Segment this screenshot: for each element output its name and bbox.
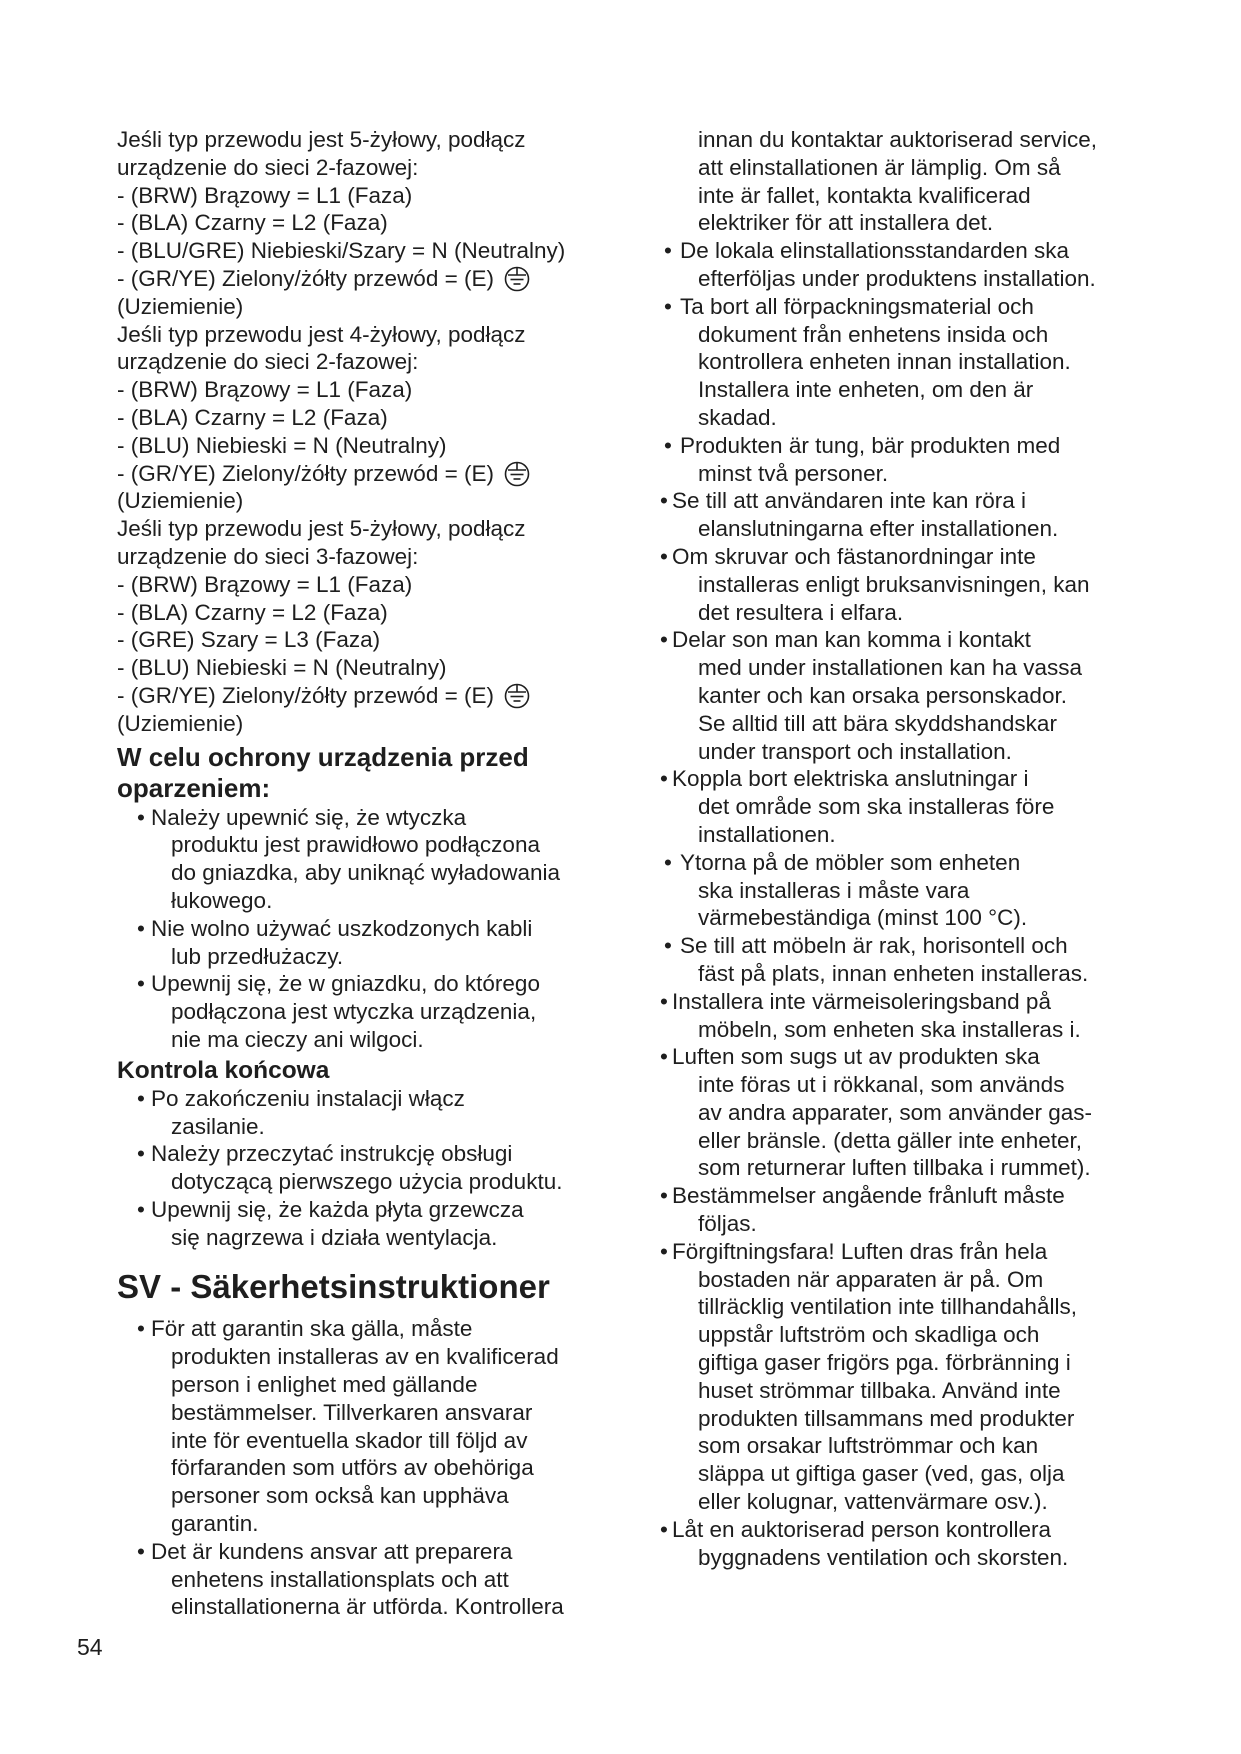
list-item (660, 988, 1140, 1044)
text-line: Om skruvar och fästanordningar inte (672, 543, 1036, 569)
bullet-icon: • (660, 766, 668, 792)
ground-symbol-icon (504, 266, 530, 292)
list-item (660, 1182, 1140, 1238)
text-line: - (BLU) Niebieski = N (Neutralny) (117, 432, 447, 458)
bullet-icon: • (664, 933, 672, 959)
text-line (117, 265, 637, 293)
text-line: Produkten är tung, bär produkten med (680, 432, 1061, 458)
text-line: Jeśli typ przewodu jest 5-żyłowy, podłącz (117, 516, 526, 542)
bullet-icon: • (137, 1196, 145, 1222)
text-line: garantin. (171, 1511, 259, 1537)
text-line: innan du kontaktar auktoriserad service, (698, 127, 1097, 152)
text-line: elektriker för att installera det. (698, 210, 994, 236)
continuation-paragraph (660, 126, 1140, 237)
text-line: Należy upewnić się, że wtyczka (151, 804, 467, 830)
list-item (117, 804, 637, 915)
text-line: - (BLU) Niebieski = N (Neutralny) (117, 655, 447, 681)
text-line: Ta bort all förpackningsmaterial och (680, 293, 1034, 319)
text-line: zasilanie. (171, 1113, 265, 1139)
text-line (117, 460, 637, 488)
list-item (117, 1538, 637, 1621)
text-line: - (GRE) Szary = L3 (Faza) (117, 627, 381, 653)
bullet-icon: • (660, 1238, 668, 1264)
text-line: produktu jest prawidłowo podłączona (171, 832, 540, 858)
text-line: Bestämmelser angående frånluft måste (672, 1183, 1065, 1209)
text-line: (Uziemienie) (117, 710, 244, 736)
text-line: Nie wolno używać uszkodzonych kabli (151, 915, 533, 941)
bullet-icon: • (664, 432, 672, 458)
text-line: minst två personer. (698, 460, 889, 486)
text-line: För att garantin ska gälla, måste (151, 1316, 473, 1342)
bullet-icon: • (664, 293, 672, 319)
final-check-list (117, 1085, 637, 1252)
text-line: Delar son man kan komma i kontakt (672, 627, 1031, 653)
bullet-icon: • (137, 971, 145, 997)
text-line: som returnerar luften tillbaka i rummet). (698, 1155, 1091, 1181)
text-line: Koppla bort elektriska anslutningar i (672, 766, 1029, 792)
ground-symbol-icon (504, 461, 530, 487)
list-item (660, 932, 1140, 988)
list-item (660, 487, 1140, 543)
text-line: Ytorna på de möbler som enheten (680, 849, 1021, 875)
list-item (660, 543, 1140, 626)
text-line: do gniazdka, aby uniknąć wyładowania (171, 860, 561, 886)
list-item (660, 1043, 1140, 1182)
bullet-icon: • (137, 804, 145, 830)
text-line: Należy przeczytać instrukcję obsługi (151, 1141, 513, 1167)
heading-line: oparzeniem: (117, 772, 271, 803)
list-item (117, 1196, 637, 1252)
list-item (117, 970, 637, 1053)
text-line: giftiga gaser frigörs pga. förbränning i (698, 1350, 1071, 1376)
list-item (660, 849, 1140, 932)
text-line: uppstår luftström och skadliga och (698, 1322, 1040, 1348)
text-line: personer som också kan upphäva (171, 1483, 509, 1509)
text-line: Jeśli typ przewodu jest 4-żyłowy, podłącz (117, 321, 526, 347)
text-line: värmebeständiga (minst 100 °C). (698, 905, 1028, 931)
text-line: efterföljas under produktens installation. (698, 265, 1096, 291)
bullet-icon: • (660, 543, 668, 569)
text-line: av andra apparater, som använder gas- (698, 1099, 1092, 1125)
bullet-icon: • (137, 1316, 145, 1342)
left-column (117, 126, 637, 1621)
text-line: inte för eventuella skador till följd av (171, 1427, 528, 1453)
page-number: 54 (77, 1634, 103, 1660)
text-line: släppa ut giftiga gaser (ved, gas, olja (698, 1461, 1065, 1487)
text-line: elinstallationerna är utförda. Kontrollera (171, 1594, 564, 1620)
bullet-icon: • (137, 1538, 145, 1564)
list-item (660, 432, 1140, 488)
wiring-instructions (117, 126, 637, 738)
text-line: nie ma cieczy ani wilgoci. (171, 1026, 424, 1052)
text-line: - (BLA) Czarny = L2 (Faza) (117, 404, 388, 430)
text-line: bestämmelser. Tillverkaren ansvarar (171, 1399, 533, 1425)
text-line: under transport och installation. (698, 738, 1012, 764)
text-span: - (GR/YE) Zielony/żółty przewód = (E) (117, 265, 494, 291)
text-line: ska installeras i måste vara (698, 877, 970, 903)
text-line: enhetens installationsplats och att (171, 1566, 509, 1592)
text-line: tillräcklig ventilation inte tillhandahålls, (698, 1294, 1077, 1320)
bullet-icon: • (664, 238, 672, 264)
text-line: (Uziemienie) (117, 488, 244, 514)
text-line: person i enlighet med gällande (171, 1372, 478, 1398)
text-line: Se alltid till att bära skyddshandskar (698, 710, 1057, 736)
list-item (117, 915, 637, 971)
text-line: Upewnij się, że każda płyta grzewcza (151, 1196, 524, 1222)
text-line: De lokala elinstallationsstandarden ska (680, 238, 1069, 264)
bullet-icon: • (660, 1044, 668, 1070)
text-line: med under installationen kan ha vassa (698, 655, 1082, 681)
text-line: Låt en auktoriserad person kontrollera (672, 1516, 1051, 1542)
text-line: - (BRW) Brązowy = L1 (Faza) (117, 571, 413, 597)
text-line: eller bränsle. (detta gäller inte enheter, (698, 1127, 1082, 1153)
text-line (117, 682, 637, 710)
list-item (117, 1140, 637, 1196)
text-line: Jeśli typ przewodu jest 5-żyłowy, podłącz (117, 127, 526, 152)
text-line: Installera inte enheten, om den är (698, 377, 1034, 403)
text-line: installationen. (698, 821, 836, 847)
text-line: - (BLA) Czarny = L2 (Faza) (117, 599, 388, 625)
text-line: installeras enligt bruksanvisningen, kan (698, 571, 1090, 597)
text-line: Det är kundens ansvar att preparera (151, 1538, 513, 1564)
list-item (660, 293, 1140, 432)
text-line: (Uziemienie) (117, 293, 244, 319)
list-item (660, 1516, 1140, 1572)
text-span: - (GR/YE) Zielony/żółty przewód = (E) (117, 460, 494, 486)
ground-symbol-icon (504, 683, 530, 709)
list-item (660, 237, 1140, 293)
text-line: Installera inte värmeisoleringsband på (672, 988, 1051, 1014)
final-check-heading: Kontrola końcowa (117, 1056, 330, 1084)
bullet-icon: • (664, 849, 672, 875)
text-line: att elinstallationen är lämplig. Om så (698, 154, 1061, 180)
bullet-icon: • (137, 1085, 145, 1111)
text-line: elanslutningarna efter installationen. (698, 516, 1059, 542)
text-line: skadad. (698, 404, 777, 430)
text-line: się nagrzewa i działa wentylacja. (171, 1224, 498, 1250)
text-line: Luften som sugs ut av produkten ska (672, 1044, 1040, 1070)
text-line: dokument från enhetens insida och (698, 321, 1049, 347)
bullet-icon: • (660, 627, 668, 653)
text-line: huset strömmar tillbaka. Använd inte (698, 1377, 1061, 1403)
text-line: bostaden när apparaten är på. Om (698, 1266, 1044, 1292)
bullet-icon: • (137, 915, 145, 941)
text-line: följas. (698, 1211, 757, 1237)
list-item (117, 1085, 637, 1141)
text-line: inte är fallet, kontakta kvalificerad (698, 182, 1031, 208)
sv-safety-list-continued (660, 237, 1140, 1571)
text-line: - (BRW) Brązowy = L1 (Faza) (117, 182, 413, 208)
text-line: förfaranden som utförs av obehöriga (171, 1455, 534, 1481)
text-line: det resultera i elfara. (698, 599, 904, 625)
burn-protection-list (117, 804, 637, 1054)
text-line: - (BLU/GRE) Niebieski/Szary = N (Neutralny) (117, 238, 566, 264)
text-line: produkten tillsammans med produkter (698, 1405, 1075, 1431)
text-line: möbeln, som enheten ska installeras i. (698, 1016, 1081, 1042)
bullet-icon: • (660, 488, 668, 514)
list-item (660, 626, 1140, 765)
burn-protection-heading (117, 742, 637, 804)
text-line: podłączona jest wtyczka urządzenia, (171, 999, 537, 1025)
text-span: - (GR/YE) Zielony/żółty przewód = (E) (117, 682, 494, 708)
text-line: fäst på plats, innan enheten installeras. (698, 960, 1089, 986)
bullet-icon: • (660, 1183, 668, 1209)
text-line: urządzenie do sieci 3-fazowej: (117, 543, 419, 569)
text-line: inte föras ut i rökkanal, som används (698, 1072, 1065, 1098)
sv-safety-list (117, 1315, 637, 1621)
text-line: dotyczącą pierwszego użycia produktu. (171, 1169, 563, 1195)
text-line: lub przedłużaczy. (171, 943, 344, 969)
right-column (660, 126, 1140, 1571)
bullet-icon: • (660, 1516, 668, 1542)
text-line: Se till att möbeln är rak, horisontell och (680, 933, 1068, 959)
text-line: produkten installeras av en kvalificerad (171, 1344, 559, 1370)
text-line: - (BRW) Brązowy = L1 (Faza) (117, 377, 413, 403)
text-line: urządzenie do sieci 2-fazowej: (117, 154, 419, 180)
bullet-icon: • (137, 1141, 145, 1167)
list-item (660, 765, 1140, 848)
text-line: Upewnij się, że w gniazdku, do którego (151, 971, 540, 997)
heading-line: W celu ochrony urządzenia przed (117, 741, 529, 772)
text-line: byggnadens ventilation och skorsten. (698, 1544, 1069, 1570)
text-line: kontrollera enheten innan installation. (698, 349, 1071, 375)
text-line: som orsakar luftströmmar och kan (698, 1433, 1039, 1459)
text-line: kanter och kan orsaka personskador. (698, 682, 1067, 708)
text-line: Po zakończeniu instalacji włącz (151, 1085, 465, 1111)
list-item (117, 1315, 637, 1537)
text-line: - (BLA) Czarny = L2 (Faza) (117, 210, 388, 236)
text-line: det område som ska installeras före (698, 794, 1055, 820)
list-item (660, 1238, 1140, 1516)
bullet-icon: • (660, 988, 668, 1014)
text-line: urządzenie do sieci 2-fazowej: (117, 349, 419, 375)
text-line: Förgiftningsfara! Luften dras från hela (672, 1238, 1048, 1264)
text-line: eller kolugnar, vattenvärmare osv.). (698, 1489, 1048, 1515)
text-line: Se till att användaren inte kan röra i (672, 488, 1026, 514)
sv-section-heading: SV - Säkerhetsinstruktioner (117, 1268, 550, 1306)
text-line: łukowego. (171, 887, 273, 913)
